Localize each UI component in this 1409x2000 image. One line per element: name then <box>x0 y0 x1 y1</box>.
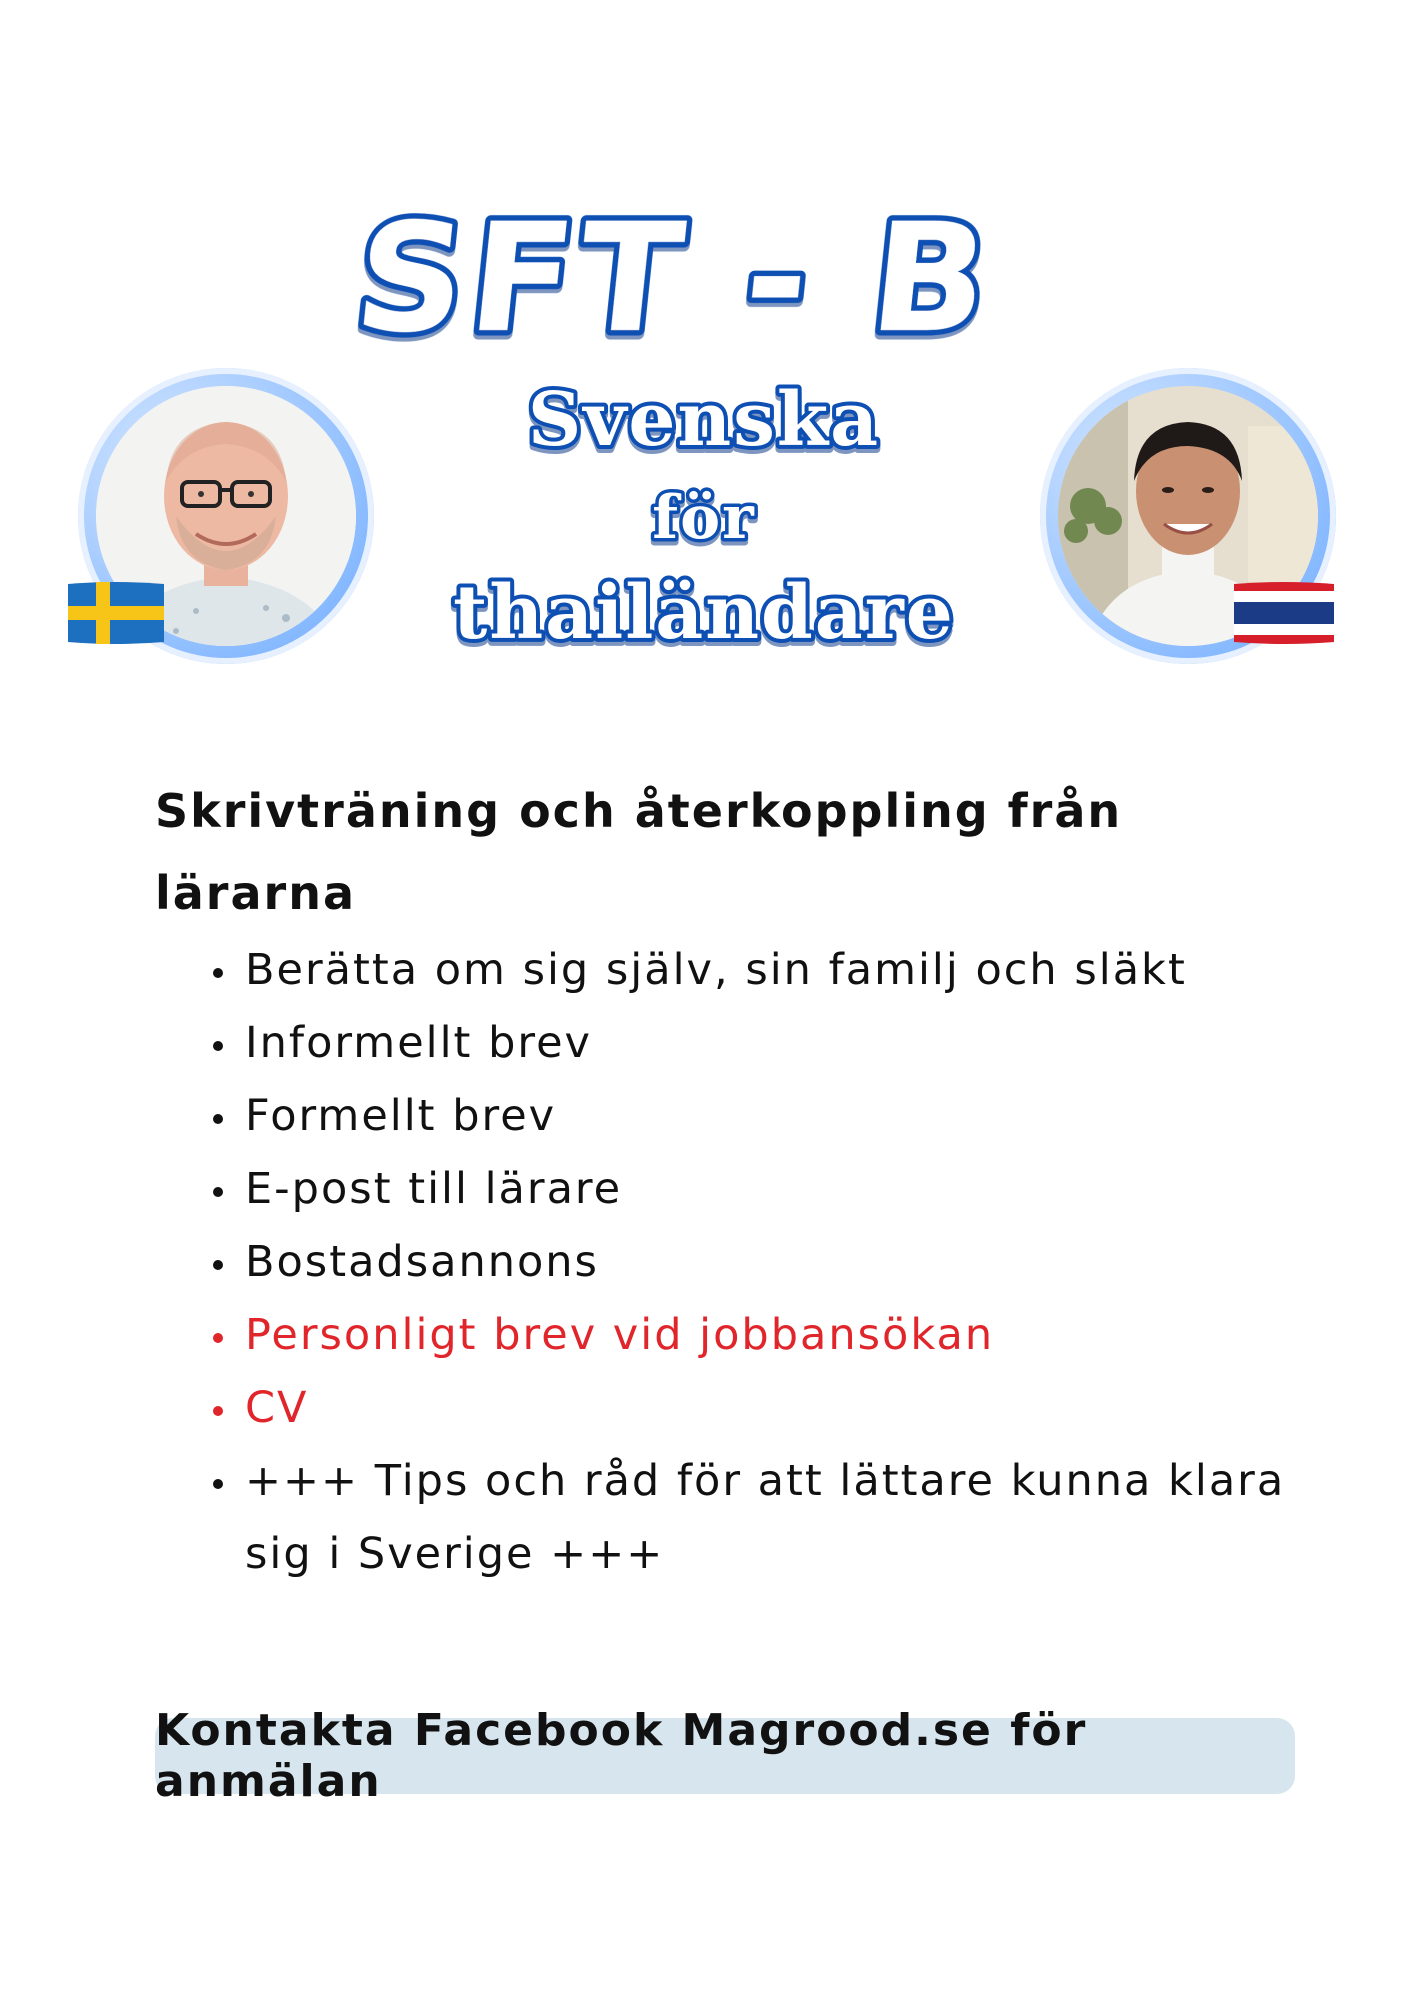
section-heading: Skrivträning och återkoppling från lärarna <box>155 784 1123 920</box>
bullet-icon <box>213 968 223 978</box>
list-item-highlight <box>213 1299 1305 1372</box>
sweden-flag-icon <box>66 580 166 646</box>
bullet-icon <box>213 1479 223 1489</box>
list-item <box>213 1080 1305 1153</box>
list-item-text: Formellt brev <box>245 1091 557 1141</box>
main-content <box>155 770 1305 1591</box>
list-item-text: Personligt brev vid jobbansökan <box>245 1310 995 1360</box>
list-item <box>213 1226 1305 1299</box>
bullet-icon <box>213 1333 223 1343</box>
title-main: SFT - B <box>347 191 1002 366</box>
list-item <box>213 1153 1305 1226</box>
topic-list <box>155 934 1305 1591</box>
list-item-text: Berätta om sig själv, sin familj och släkt <box>245 945 1187 995</box>
list-item-text: +++ Tips och råd för att lättare kunna klara sig i Sverige +++ <box>245 1456 1286 1579</box>
list-item <box>213 1007 1305 1080</box>
bullet-icon <box>213 1406 223 1416</box>
list-item-highlight <box>213 1372 1305 1445</box>
bullet-icon <box>213 1260 223 1270</box>
bullet-icon <box>213 1041 223 1051</box>
list-item-text: CV <box>245 1383 309 1433</box>
list-item <box>213 934 1305 1007</box>
contact-banner <box>155 1705 1295 1807</box>
thailand-flag-icon <box>1232 580 1336 646</box>
contact-text: Kontakta Facebook Magrood.se för anmälan <box>155 1705 1088 1807</box>
title-line-thailandare: thailändare <box>453 570 955 656</box>
bullet-icon <box>213 1187 223 1197</box>
list-item <box>213 1445 1305 1591</box>
bullet-icon <box>213 1114 223 1124</box>
title-line-svenska: Svenska <box>527 377 881 463</box>
title-line-for: för <box>652 483 756 553</box>
list-item-text: E-post till lärare <box>245 1164 623 1214</box>
list-item-text: Bostadsannons <box>245 1237 599 1287</box>
list-item-text: Informellt brev <box>245 1018 592 1068</box>
